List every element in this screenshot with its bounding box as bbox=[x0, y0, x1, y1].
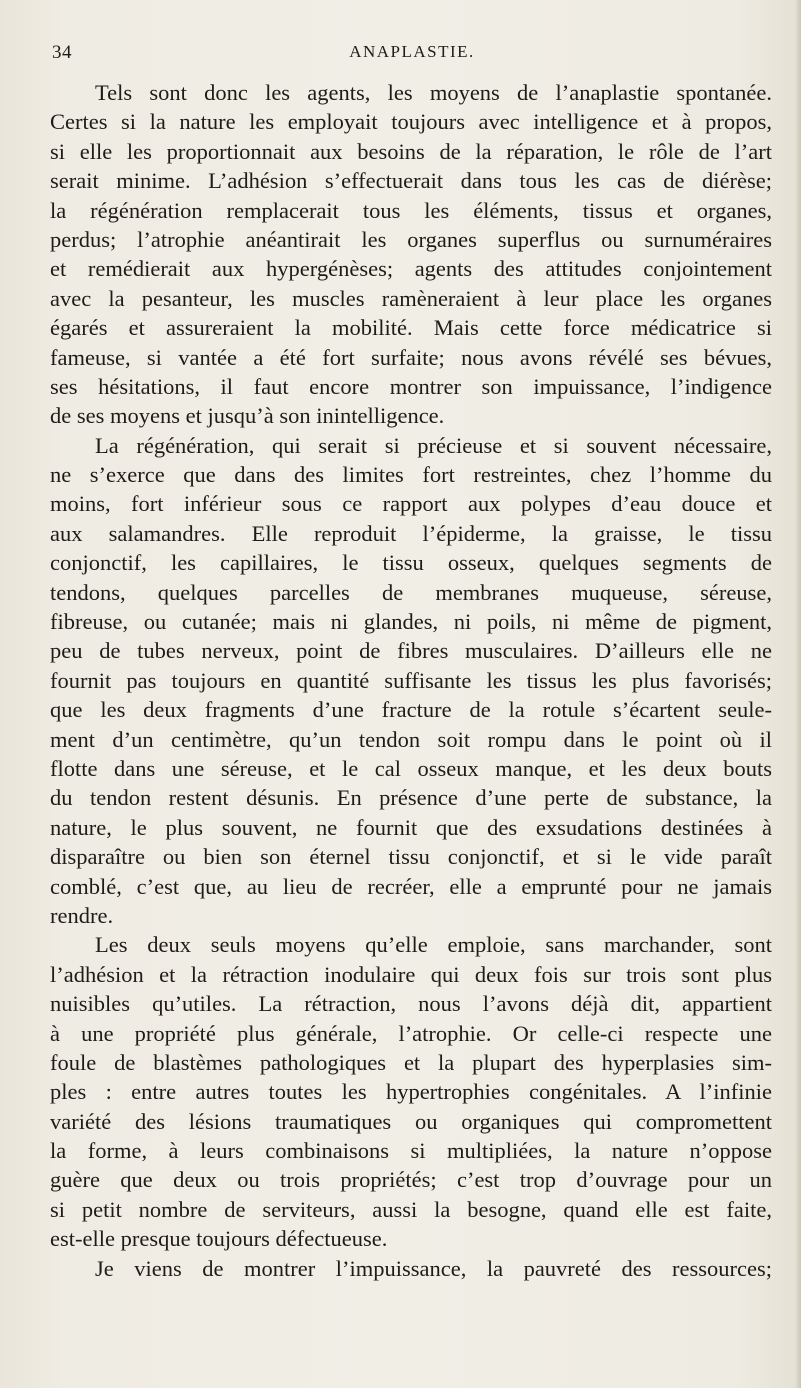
text-line: que les deux fragments d’une fracture de la rotule s’écartent seule- bbox=[50, 697, 772, 723]
text-line: ne s’exerce que dans des limites fort restreintes, chez l’homme du bbox=[50, 462, 772, 488]
text-line: ment d’un centimètre, qu’un tendon soit rompu dans le point où il bbox=[50, 726, 772, 752]
body-text bbox=[50, 78, 772, 1283]
text-line: nuisibles qu’utiles. La rétraction, nous l’avons déjà dit, appartient bbox=[50, 991, 772, 1017]
text-line: tendons, quelques parcelles de membranes muqueuse, séreuse, bbox=[50, 579, 772, 605]
text-line: fournit pas toujours en quantité suffisante les tissus les plus favorisés; bbox=[50, 667, 772, 693]
text-line: la forme, à leurs combinaisons si multipliées, la nature n’oppose bbox=[50, 1138, 772, 1164]
text-line: Certes si la nature les employait toujours avec intelligence et à propos, bbox=[50, 109, 772, 135]
text-line: du tendon restent désunis. En présence d’une perte de substance, la bbox=[50, 785, 772, 811]
text-line: est-elle presque toujours défectueuse. bbox=[50, 1226, 388, 1252]
text-line: la régénération remplacerait tous les éléments, tissus et organes, bbox=[50, 197, 772, 223]
text-line: serait minime. L’adhésion s’effectuerait dans tous les cas de diérèse; bbox=[50, 168, 772, 194]
text-line: perdus; l’atrophie anéantirait les organes superflus ou surnuméraires bbox=[50, 226, 772, 252]
text-line: nature, le plus souvent, ne fournit que des exsudations destinées à bbox=[50, 814, 772, 840]
text-line: avec la pesanteur, les muscles ramèneraient à leur place les organes bbox=[50, 285, 772, 311]
text-line: fibreuse, ou cutanée; mais ni glandes, ni poils, ni même de pigment, bbox=[50, 609, 772, 635]
text-line: de ses moyens et jusqu’à son inintelligence. bbox=[50, 403, 445, 429]
text-line: Les deux seuls moyens qu’elle emploie, sans marchander, sont bbox=[95, 932, 772, 958]
text-line: conjonctif, les capillaires, le tissu osseux, quelques segments de bbox=[50, 550, 772, 576]
text-line: l’adhésion et la rétraction inodulaire qui deux fois sur trois sont plus bbox=[50, 961, 772, 987]
text-line: si elle les proportionnait aux besoins de la réparation, le rôle de l’art bbox=[50, 138, 772, 164]
text-line: rendre. bbox=[50, 902, 114, 928]
text-line: peu de tubes nerveux, point de fibres musculaires. D’ailleurs elle ne bbox=[50, 638, 772, 664]
page-edge-shadow bbox=[795, 0, 801, 1388]
text-line: flotte dans une séreuse, et le cal osseux manque, et les deux bouts bbox=[50, 755, 772, 781]
text-line: Je viens de montrer l’impuissance, la pauvreté des ressources; bbox=[95, 1255, 772, 1281]
running-head bbox=[52, 42, 772, 70]
text-line: Tels sont donc les agents, les moyens de l’anaplastie spontanée. bbox=[95, 80, 772, 105]
text-line: si petit nombre de serviteurs, aussi la besogne, quand elle est faite, bbox=[50, 1196, 772, 1222]
text-line: ses hésitations, il faut encore montrer son impuissance, l’indigence bbox=[50, 373, 772, 399]
text-line: guère que deux ou trois propriétés; c’est trop d’ouvrage pour un bbox=[50, 1167, 772, 1193]
text-line: La régénération, qui serait si précieuse et si souvent nécessaire, bbox=[95, 432, 772, 458]
text-line: à une propriété plus générale, l’atrophie. Or celle-ci respecte une bbox=[50, 1020, 772, 1046]
text-line: foule de blastèmes pathologiques et la plupart des hyperplasies sim- bbox=[50, 1049, 772, 1075]
text-line: comblé, c’est que, au lieu de recréer, elle a emprunté pour ne jamais bbox=[50, 873, 772, 899]
running-title: ANAPLASTIE. bbox=[349, 42, 475, 61]
text-line: disparaître ou bien son éternel tissu conjonctif, et si le vide paraît bbox=[50, 844, 772, 870]
text-line: aux salamandres. Elle reproduit l’épiderme, la graisse, le tissu bbox=[50, 520, 772, 546]
text-line: fameuse, si vantée a été fort surfaite; nous avons révélé ses bévues, bbox=[50, 344, 772, 370]
text-line: variété des lésions traumatiques ou organiques qui compromettent bbox=[50, 1108, 772, 1134]
text-line: ples : entre autres toutes les hypertrophies congénitales. A l’infinie bbox=[50, 1079, 772, 1105]
text-line: égarés et assureraient la mobilité. Mais cette force médicatrice si bbox=[50, 315, 772, 341]
text-line: moins, fort inférieur sous ce rapport aux polypes d’eau douce et bbox=[50, 491, 772, 517]
page-number: 34 bbox=[52, 42, 72, 63]
text-line: et remédierait aux hypergénèses; agents des attitudes conjointement bbox=[50, 256, 772, 282]
